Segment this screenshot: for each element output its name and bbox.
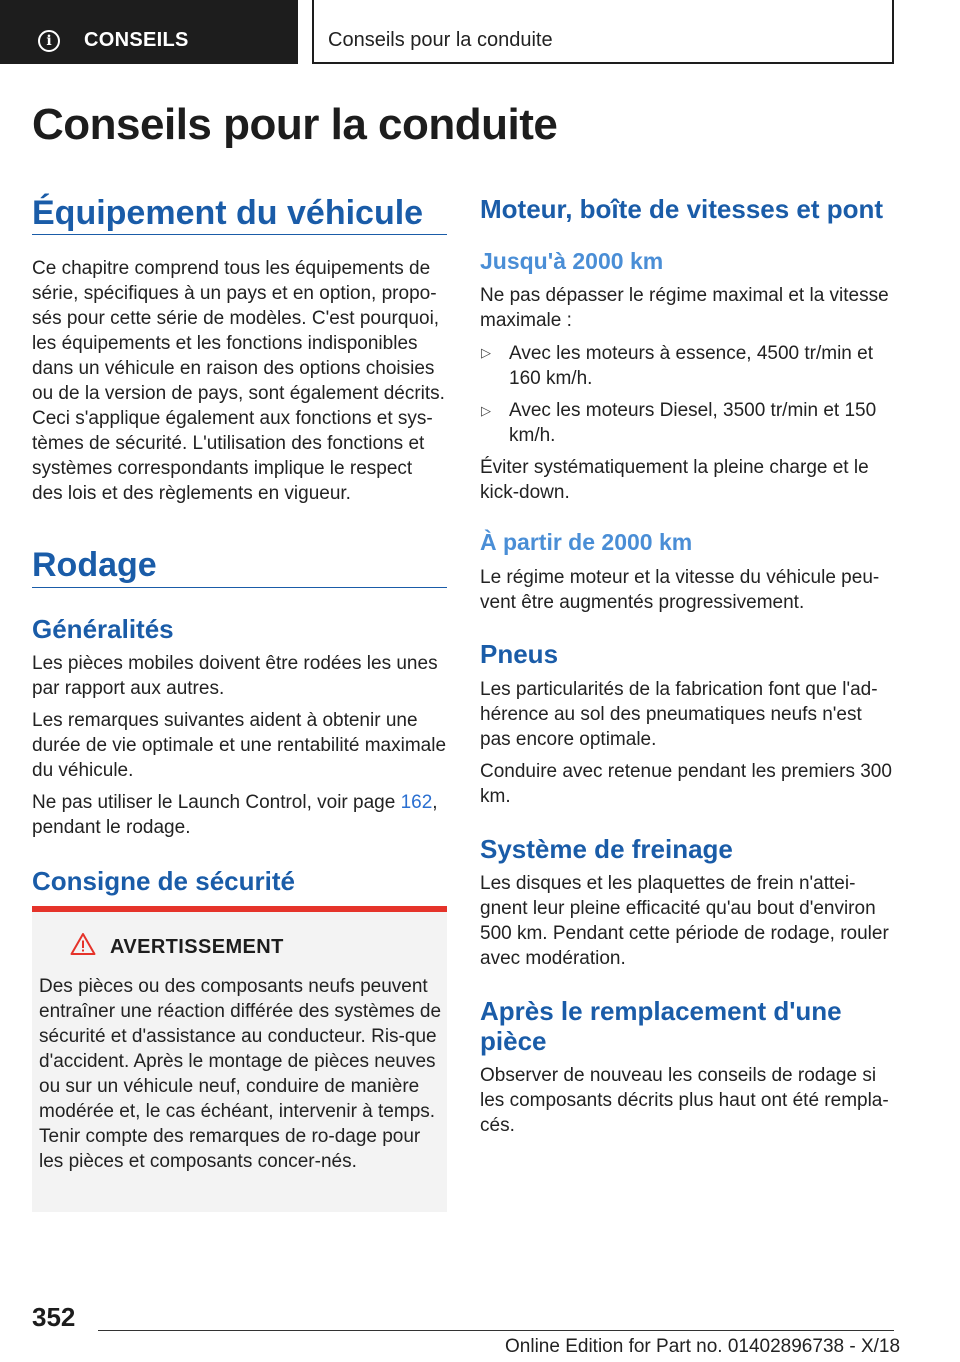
brakes-heading: Système de freinage — [480, 834, 733, 864]
generalites-p3-text: Ne pas utiliser le Launch Control, voir page — [32, 792, 401, 813]
generalites-paragraph-2: Les remarques suivantes aident à obtenir une durée de vie optimale et une rentabilité maximale du véhicule. — [32, 710, 447, 781]
bullet-marker: ▷ — [481, 345, 491, 360]
page-title: Conseils pour la conduite — [32, 100, 558, 149]
warning-triangle-icon — [70, 932, 96, 956]
from-2000-heading: À partir de 2000 km — [480, 529, 693, 555]
section-tab — [0, 0, 298, 64]
bullet-item-petrol: Avec les moteurs à essence, 4500 tr/min et 160 km/h. — [509, 343, 873, 389]
warning-text: Des pièces ou des composants neufs peuvent entraîner une réaction différée des systèmes de sécurité et d'assistance au conducteur. Ris-que d'accident. Après le montage de pièces neuves ou sur un véhicule neuf, conduire de manière modérée et, le cas échéant, intervenir à temps. Tenir compte des remarques de ro-dage pour les pièces et composants concer-nés. — [39, 976, 442, 1172]
rodage-rule — [32, 587, 447, 588]
equipment-text: Ce chapitre comprend tous les équipements de série, spécifiques à un pays et en option, propo-sés pour cette série de modèles. C'est pourquoi, les équipements et les fonctions indisponibles dans un véhicule en raison des options choisies ou de la version de pays, sont également décrits. Ceci s'applique également aux fonctions et sys-tèmes de sécurité. L'utilisation des fonctions et systèmes correspondants implique le respect des lois et des règlements en vigueur. — [32, 258, 445, 504]
section-tab-label: CONSEILS — [84, 29, 189, 51]
brakes-text: Les disques et les plaquettes de frein n'attei-gnent leur pleine efficacité qu'au bout d'environ 500 km. Pendant cette période de rodage, rouler avec modération. — [480, 873, 889, 969]
page-reference-link[interactable]: 162 — [400, 792, 433, 813]
page-header — [0, 0, 960, 66]
chapter-title-box — [312, 0, 894, 64]
page-number: 352 — [32, 1302, 76, 1332]
equipment-heading: Équipement du véhicule — [32, 194, 424, 232]
generalites-heading: Généralités — [32, 614, 174, 644]
engine-heading: Moteur, boîte de vitesses et pont — [480, 194, 884, 224]
warning-box — [32, 906, 447, 1212]
from-2000-text: Le régime moteur et la vitesse du véhicule peu-vent être augmentés progressivement. — [480, 567, 880, 613]
footer-rule — [98, 1330, 894, 1331]
info-icon: i — [38, 30, 60, 52]
replace-heading: Après le remplacement d'une pièce — [480, 996, 842, 1056]
upto-2000-text: Ne pas dépasser le régime maximal et la vitesse maximale : — [480, 285, 889, 331]
tires-heading: Pneus — [480, 639, 559, 669]
bullet-marker: ▷ — [481, 403, 491, 418]
upto-2000-after: Éviter systématiquement la pleine charge et le kick-down. — [480, 457, 869, 503]
generalites-p3-tail: , pendant le rodage. — [32, 792, 438, 838]
upto-2000-heading: Jusqu'à 2000 km — [480, 248, 664, 274]
generalites-paragraph-3 — [32, 790, 447, 840]
safety-heading: Consigne de sécurité — [32, 866, 295, 896]
chapter-title: Conseils pour la conduite — [328, 29, 553, 51]
bullet-item-diesel: Avec les moteurs Diesel, 3500 tr/min et 150 km/h. — [509, 400, 877, 446]
edition-footer: Online Edition for Part no. 01402896738 - X/18 — [505, 1336, 901, 1357]
tires-paragraph-2: Conduire avec retenue pendant les premiers 300 km. — [480, 761, 892, 807]
rodage-heading: Rodage — [32, 546, 157, 584]
warning-title: AVERTISSEMENT — [110, 936, 284, 958]
replace-text: Observer de nouveau les conseils de rodage si les composants décrits plus haut ont été rempla-cés. — [480, 1065, 889, 1136]
equipment-rule — [32, 234, 447, 235]
generalites-paragraph-1: Les pièces mobiles doivent être rodées les unes par rapport aux autres. — [32, 653, 438, 699]
tires-paragraph-1: Les particularités de la fabrication font que l'ad-hérence au sol des pneumatiques neufs n'est pas encore optimale. — [480, 679, 878, 750]
